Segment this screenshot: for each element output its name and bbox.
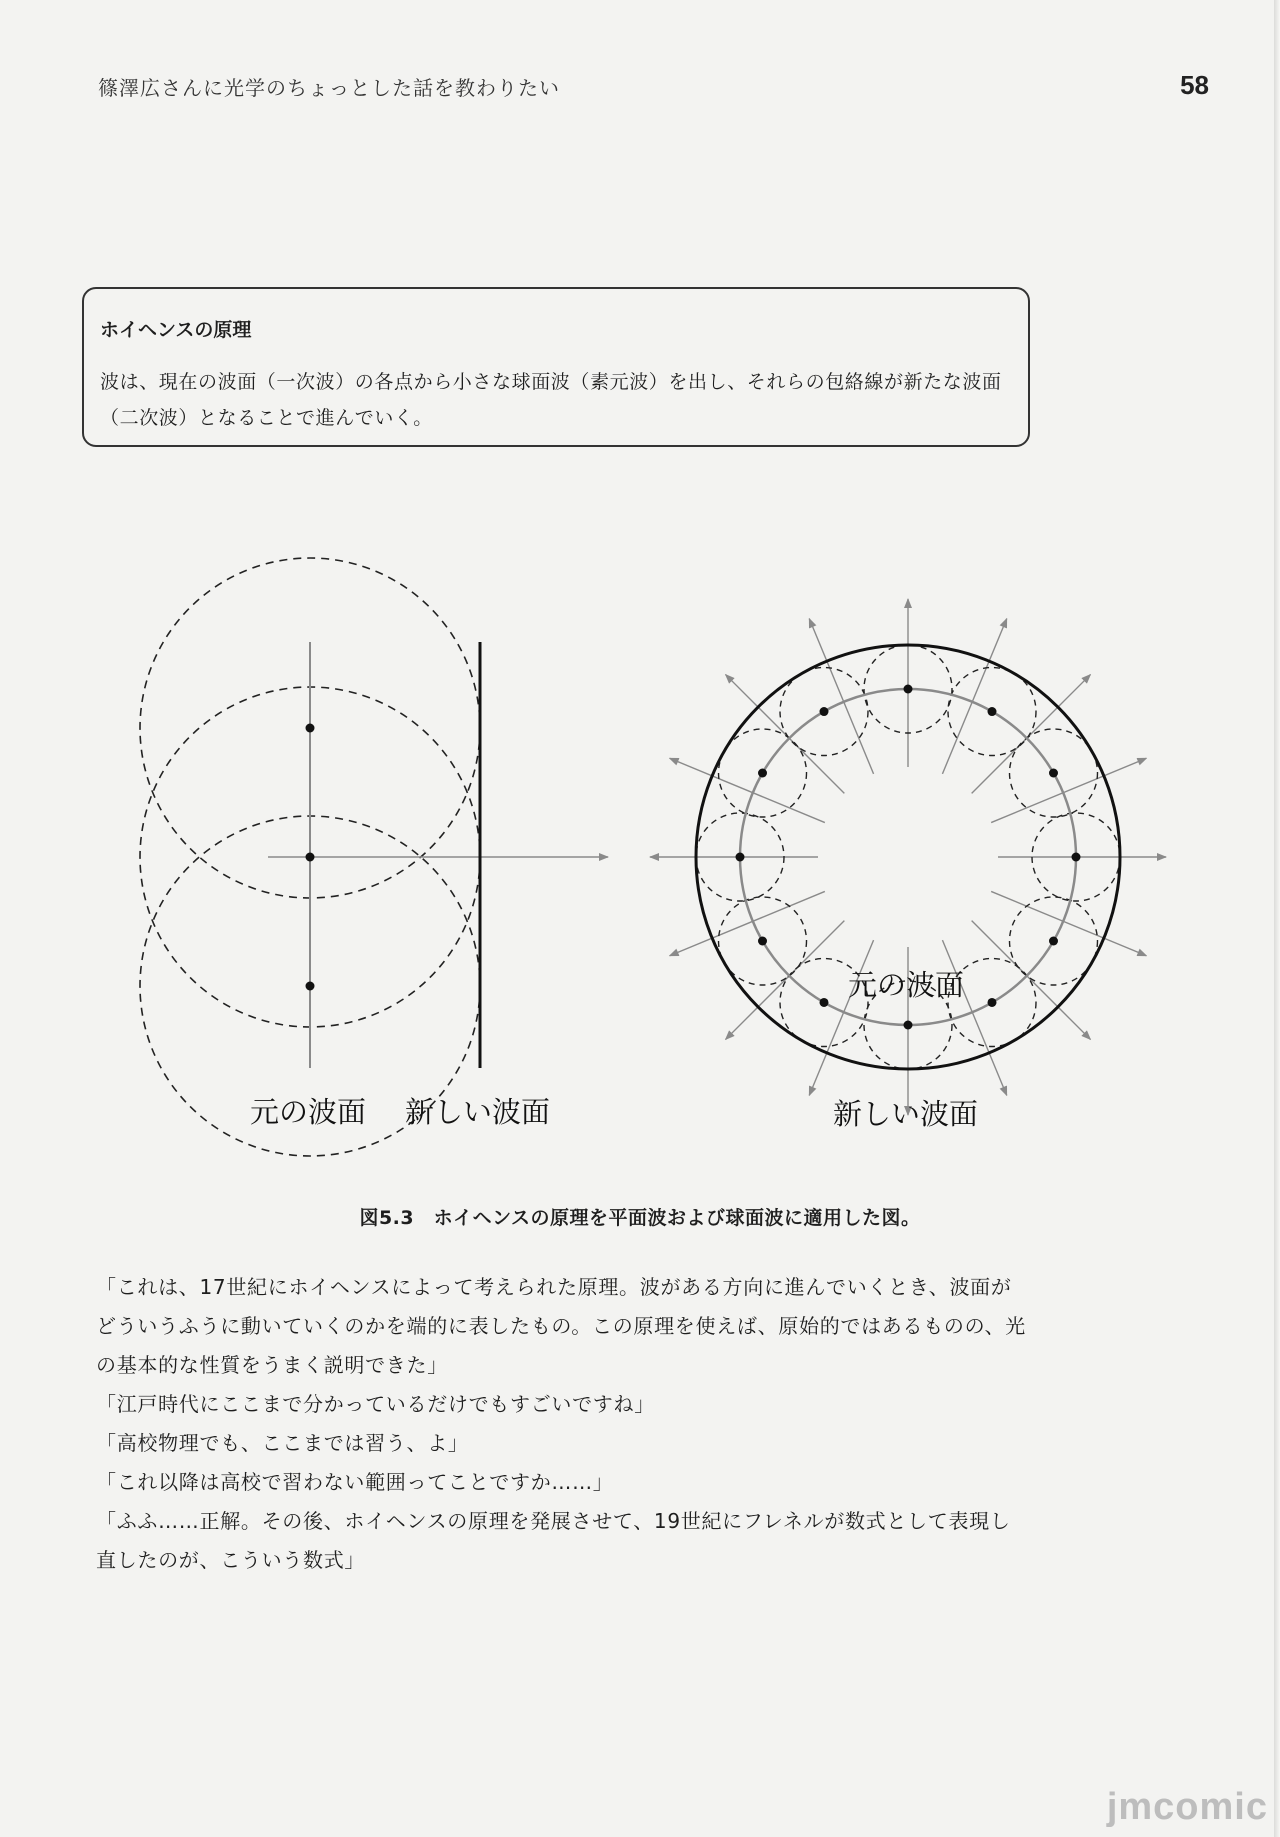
dialogue-line: 「高校物理でも、ここまでは習う、よ」	[96, 1431, 469, 1455]
spherical-new-label: 新しい波面	[833, 1097, 979, 1131]
spherical-ray-arrow	[670, 891, 825, 955]
plane-source-point	[306, 724, 315, 733]
spherical-source-point	[758, 937, 767, 946]
spherical-source-point	[1049, 769, 1058, 778]
spherical-original-label: 元の波面	[848, 968, 965, 1002]
plane-new-label: 新しい波面	[405, 1095, 551, 1129]
spherical-ray-arrow	[942, 619, 1006, 774]
spherical-source-point	[820, 707, 829, 716]
plane-wave-diagram	[140, 558, 608, 1156]
spherical-source-point	[988, 707, 997, 716]
dialogue-line: 「これは、17世紀にホイヘンスによって考えられた原理。波がある方向に進んでいくとき、波面がどういうふうに動いていくのかを端的に表したもの。この原理を使えば、原始的ではあるものの、光の基本的な性質をうまく説明できた」	[96, 1275, 1026, 1377]
spherical-source-point	[988, 998, 997, 1007]
figure-caption: 図5.3 ホイヘンスの原理を平面波および球面波に適用した図。	[359, 1207, 921, 1229]
plane-original-label: 元の波面	[250, 1095, 367, 1129]
watermark-logo: jmcomic	[1106, 1786, 1268, 1828]
spherical-source-point	[1072, 853, 1081, 862]
spherical-source-point	[820, 998, 829, 1007]
dialogue-line: 「これ以降は高校で習わない範囲ってことですか……」	[96, 1470, 614, 1494]
dialogue-text	[96, 1268, 1030, 1580]
principle-title: ホイヘンスの原理	[100, 319, 252, 341]
spherical-ray-arrow	[991, 891, 1146, 955]
plane-source-point	[306, 853, 315, 862]
principle-box	[82, 287, 1030, 447]
plane-source-point	[306, 982, 315, 991]
spherical-source-point	[736, 853, 745, 862]
running-header: 篠澤広さんに光学のちょっとした話を教わりたい	[98, 76, 560, 100]
dialogue-line: 「江戸時代にここまで分かっているだけでもすごいですね」	[96, 1392, 655, 1416]
page-number: 58	[1180, 70, 1209, 100]
spherical-ray-arrow	[809, 619, 873, 774]
spherical-source-point	[904, 1021, 913, 1030]
spherical-wave-diagram	[650, 599, 1166, 1131]
spherical-source-point	[758, 769, 767, 778]
spherical-source-point	[1049, 937, 1058, 946]
principle-body: 波は、現在の波面（一次波）の各点から小さな球面波（素元波）を出し、それらの包絡線が新たな波面（二次波）となることで進んでいく。	[100, 371, 1002, 429]
spherical-propagation-arrows	[650, 599, 1166, 1115]
spherical-source-point	[904, 685, 913, 694]
huygens-figure	[0, 540, 1280, 1170]
dialogue-line: 「ふふ……正解。その後、ホイヘンスの原理を発展させて、19世紀にフレネルが数式として表現し直したのが、こういう数式」	[96, 1509, 1011, 1572]
